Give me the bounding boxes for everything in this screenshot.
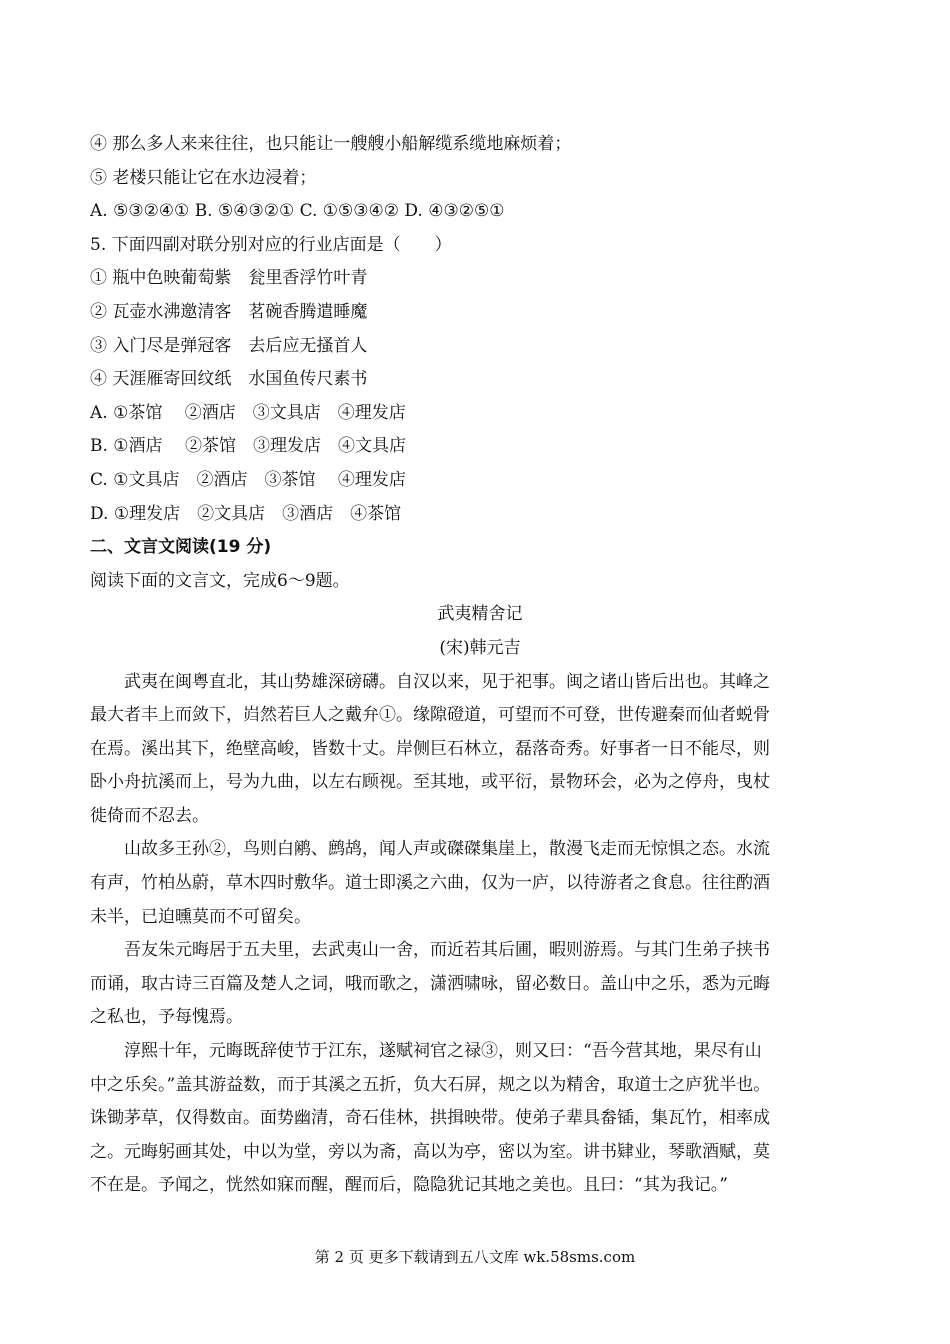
q4-options: A. ⑤③②④① B. ⑤④③②① C. ①⑤③④② D. ④③②⑤① — [90, 201, 505, 222]
q4-item-4: ④ 那么多人来来往往，也只能让一艘艘小船解缆系缆地麻烦着； — [90, 134, 572, 154]
passage-paragraph-4 — [90, 1035, 870, 1203]
q5-couplet: ① 瓶中色映葡萄紫 瓮里香浮竹叶青 — [90, 268, 368, 289]
paragraph-line: 未半，已迫曛莫而不可留矣。 — [90, 906, 311, 927]
q5-option-b: B. ①酒店 ②茶馆 ③理发店 ④文具店 — [90, 436, 406, 457]
page-footer: 第 2 页 更多下载请到五八文库 wk.58sms.com — [314, 1248, 636, 1266]
section-instruction: 阅读下面的文言文，完成6～9题。 — [90, 570, 350, 591]
passage-title: 武夷精舍记 — [437, 604, 523, 625]
paragraph-line: 诛锄茅草，仅得数亩。面势幽清，奇石佳林，拱揖映带。使弟子辈具畚锸，集瓦竹，相率成 — [90, 1108, 770, 1129]
paragraph-line: 有声，竹柏丛蔚，草木四时敷华。道士即溪之六曲，仅为一庐，以待游者之食息。往往酌酒 — [90, 873, 770, 894]
section-heading: 二、文言文阅读(19 分) — [90, 537, 272, 558]
passage-paragraph-2 — [90, 833, 870, 934]
paragraph-line: 不在是。予闻之，恍然如寐而醒，醒而后，隐隐犹记其地之美也。且曰：“其为我记。” — [90, 1175, 728, 1196]
paragraph-line: 徙倚而不忍去。 — [90, 805, 209, 826]
paragraph-line: 之。元晦躬画其处，中以为堂，旁以为斋，高以为亭，密以为室。讲书肄业，琴歌酒赋，莫 — [90, 1141, 770, 1162]
paragraph-line: 山故多王孙②，鸟则白鹇、鹧鸪，闻人声或磔磔集崖上，散漫飞走而无惊惧之态。水流 — [124, 839, 770, 860]
q5-couplet: ③ 入门尽是弹冠客 去后应无搔首人 — [90, 335, 368, 356]
q4-item-5: ⑤ 老楼只能让它在水边浸着； — [90, 167, 317, 188]
paragraph-line: 最大者丰上而敛下，岿然若巨人之戴弁①。缘隙磴道，可望而不可登，世传避秦而仙者蜕骨 — [90, 705, 770, 726]
q5-couplet: ④ 天涯雁寄回纹纸 水国鱼传尺素书 — [90, 369, 368, 390]
paragraph-line: 卧小舟抗溪而上，号为九曲，以左右顾视。至其地，或平衍，景物环会，必为之停舟，曳杖 — [90, 772, 770, 793]
passage-paragraph-1 — [90, 666, 870, 834]
passage-author: (宋)韩元吉 — [439, 637, 521, 658]
q5-stem: 5. 下面四副对联分别对应的行业店面是（ ） — [90, 234, 452, 255]
q5-option-a: A. ①茶馆 ②酒店 ③文具店 ④理发店 — [90, 402, 406, 423]
q5-couplet: ② 瓦壶水沸邀清客 茗碗香腾遣睡魔 — [90, 301, 368, 322]
paragraph-line: 之私也，予每愧焉。 — [90, 1007, 243, 1028]
paragraph-line: 淳熙十年，元晦既辞使节于江东，遂赋祠官之禄③，则又曰：“吾今营其地，果尽有山 — [124, 1041, 762, 1062]
paragraph-line: 而诵，取古诗三百篇及楚人之词，哦而歌之，潇洒啸咏，留必数日。盖山中之乐，悉为元晦 — [90, 973, 770, 994]
passage-paragraph-3 — [90, 934, 870, 1035]
q5-option-d: D. ①理发店 ②文具店 ③酒店 ④茶馆 — [90, 503, 402, 524]
paragraph-line: 武夷在闽粤直北，其山势雄深磅礴。自汉以来，见于祀事。闽之诸山皆后出也。其峰之 — [124, 671, 770, 692]
document-page — [90, 128, 870, 1203]
paragraph-line: 中之乐矣。”盖其游益数，而于其溪之五折，负大石屏，规之以为精舍，取道士之庐犹半也。 — [90, 1074, 771, 1095]
paragraph-line: 在焉。溪出其下，绝壁高峻，皆数十丈。岸侧巨石林立，磊落奇秀。好事者一日不能尽，则 — [90, 738, 770, 759]
q5-option-c: C. ①文具店 ②酒店 ③茶馆 ④理发店 — [90, 469, 406, 490]
paragraph-line: 吾友朱元晦居于五夫里，去武夷山一舍，而近若其后圃，暇则游焉。与其门生弟子挟书 — [124, 940, 770, 961]
